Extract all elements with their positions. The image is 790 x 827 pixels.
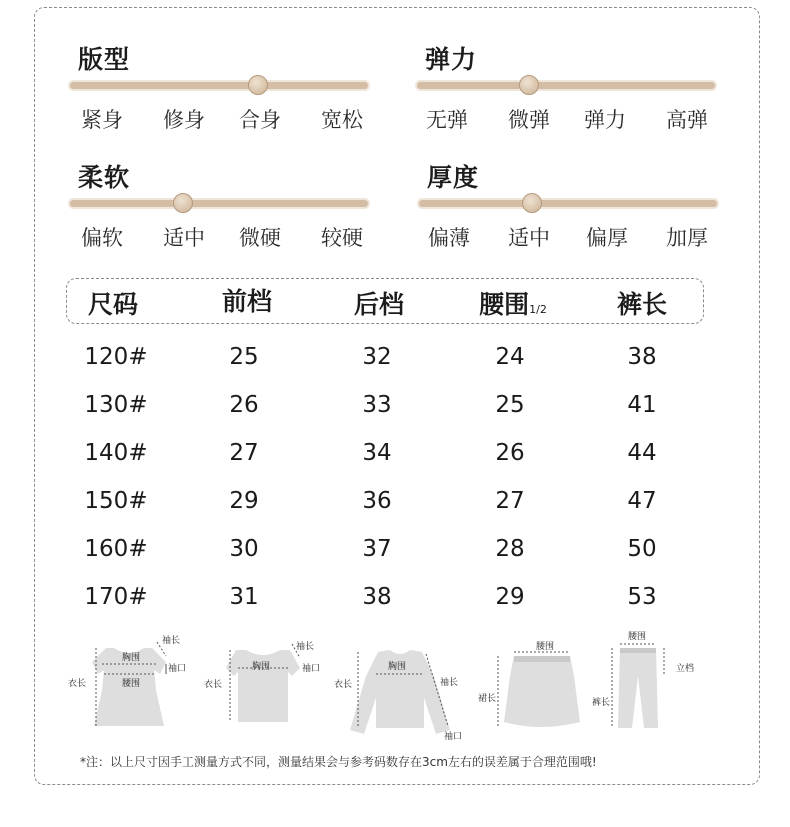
softness-option: 适中 <box>163 226 205 250</box>
dress-waist-label: 腰围 <box>122 679 141 689</box>
back-rise-cell: 37 <box>362 536 392 562</box>
fit-track <box>70 82 368 89</box>
fit-indicator <box>70 22 370 132</box>
skirt-length-label: 裙长 <box>478 694 497 704</box>
dress-sleeve-label: 袖长 <box>162 636 181 646</box>
length-cell: 44 <box>627 440 657 466</box>
elasticity-indicator <box>417 22 717 132</box>
softness-knob <box>173 193 193 213</box>
pants-icon <box>588 630 708 745</box>
front-rise-cell: 30 <box>229 536 259 562</box>
thickness-title: 厚度 <box>427 163 480 192</box>
thickness-option: 加厚 <box>666 226 708 250</box>
size-cell: 160# <box>84 536 148 562</box>
sweater-length-label: 衣长 <box>334 680 353 690</box>
tshirt-sleeve-label: 袖长 <box>296 642 315 652</box>
elasticity-option: 无弹 <box>426 108 468 132</box>
header-length: 裤长 <box>616 290 668 319</box>
dress-diagram <box>66 630 196 745</box>
skirt-diagram <box>474 630 594 745</box>
softness-title: 柔软 <box>78 163 131 192</box>
dress-cuff-label: 袖口 <box>168 664 187 674</box>
front-rise-cell: 27 <box>229 440 259 466</box>
size-cell: 120# <box>84 344 148 370</box>
length-cell: 41 <box>627 392 657 418</box>
table-row <box>0 440 790 470</box>
thickness-indicator <box>419 140 719 250</box>
header-size: 尺码 <box>87 290 139 319</box>
front-rise-cell: 26 <box>229 392 259 418</box>
elasticity-knob <box>519 75 539 95</box>
pants-rise-label: 立档 <box>676 664 695 674</box>
table-row <box>0 584 790 614</box>
skirt-waist-label: 腰围 <box>536 642 555 652</box>
softness-option: 较硬 <box>321 226 363 250</box>
fit-title: 版型 <box>78 45 131 74</box>
waist-cell: 29 <box>495 584 525 610</box>
table-row <box>0 536 790 566</box>
size-cell: 140# <box>84 440 148 466</box>
dress-chest-label: 胸围 <box>122 653 141 663</box>
fit-option: 宽松 <box>321 108 363 132</box>
back-rise-cell: 34 <box>362 440 392 466</box>
thickness-option: 适中 <box>508 226 550 250</box>
back-rise-cell: 38 <box>362 584 392 610</box>
tshirt-length-label: 衣长 <box>204 680 223 690</box>
tshirt-diagram <box>204 630 334 745</box>
fit-option: 修身 <box>163 108 205 132</box>
thickness-option: 偏厚 <box>586 226 628 250</box>
elasticity-track <box>417 82 715 89</box>
elasticity-option: 弹力 <box>584 108 626 132</box>
sweater-chest-label: 胸围 <box>388 662 407 672</box>
tshirt-cuff-label: 袖口 <box>302 664 321 674</box>
elasticity-option: 高弹 <box>666 108 708 132</box>
pants-waist-label: 腰围 <box>628 632 647 642</box>
tshirt-icon <box>204 630 334 745</box>
pants-length-label: 裤长 <box>592 698 611 708</box>
measurement-note: *注：以上尺寸因手工测量方式不同，测量结果会与参考码数存在3cm左右的误差属于合理范围哦! <box>80 755 597 769</box>
table-row <box>0 344 790 374</box>
table-row <box>0 488 790 518</box>
skirt-icon <box>474 630 594 745</box>
table-row <box>0 392 790 422</box>
softness-option: 偏软 <box>81 226 123 250</box>
header-front-rise: 前档 <box>221 287 273 316</box>
header-waist-label: 腰围 <box>479 290 530 319</box>
softness-option: 微硬 <box>239 226 281 250</box>
back-rise-cell: 32 <box>362 344 392 370</box>
sweater-cuff-label: 袖口 <box>444 732 463 742</box>
front-rise-cell: 25 <box>229 344 259 370</box>
fit-option: 合身 <box>239 108 281 132</box>
tshirt-chest-label: 胸围 <box>252 662 271 672</box>
front-rise-cell: 31 <box>229 584 259 610</box>
header-waist-suffix: 1/2 <box>529 303 547 316</box>
length-cell: 38 <box>627 344 657 370</box>
length-cell: 50 <box>627 536 657 562</box>
waist-cell: 25 <box>495 392 525 418</box>
pants-diagram <box>588 630 708 745</box>
back-rise-cell: 36 <box>362 488 392 514</box>
waist-cell: 26 <box>495 440 525 466</box>
softness-indicator <box>70 140 370 250</box>
softness-track <box>70 200 368 207</box>
thickness-knob <box>522 193 542 213</box>
size-cell: 150# <box>84 488 148 514</box>
size-cell: 130# <box>84 392 148 418</box>
thickness-track <box>419 200 717 207</box>
header-back-rise: 后档 <box>353 290 405 319</box>
sweater-icon <box>332 630 482 745</box>
waist-cell: 28 <box>495 536 525 562</box>
elasticity-title: 弹力 <box>425 45 478 74</box>
waist-cell: 24 <box>495 344 525 370</box>
length-cell: 47 <box>627 488 657 514</box>
thickness-option: 偏薄 <box>428 226 470 250</box>
back-rise-cell: 33 <box>362 392 392 418</box>
front-rise-cell: 29 <box>229 488 259 514</box>
elasticity-option: 微弹 <box>508 108 550 132</box>
fit-knob <box>248 75 268 95</box>
dress-length-label: 衣长 <box>68 679 87 689</box>
waist-cell: 27 <box>495 488 525 514</box>
size-table-header <box>66 278 704 324</box>
header-waist <box>479 285 547 321</box>
sweater-sleeve-label: 袖长 <box>440 678 459 688</box>
sweater-diagram <box>332 630 482 745</box>
fit-option: 紧身 <box>81 108 123 132</box>
length-cell: 53 <box>627 584 657 610</box>
size-cell: 170# <box>84 584 148 610</box>
